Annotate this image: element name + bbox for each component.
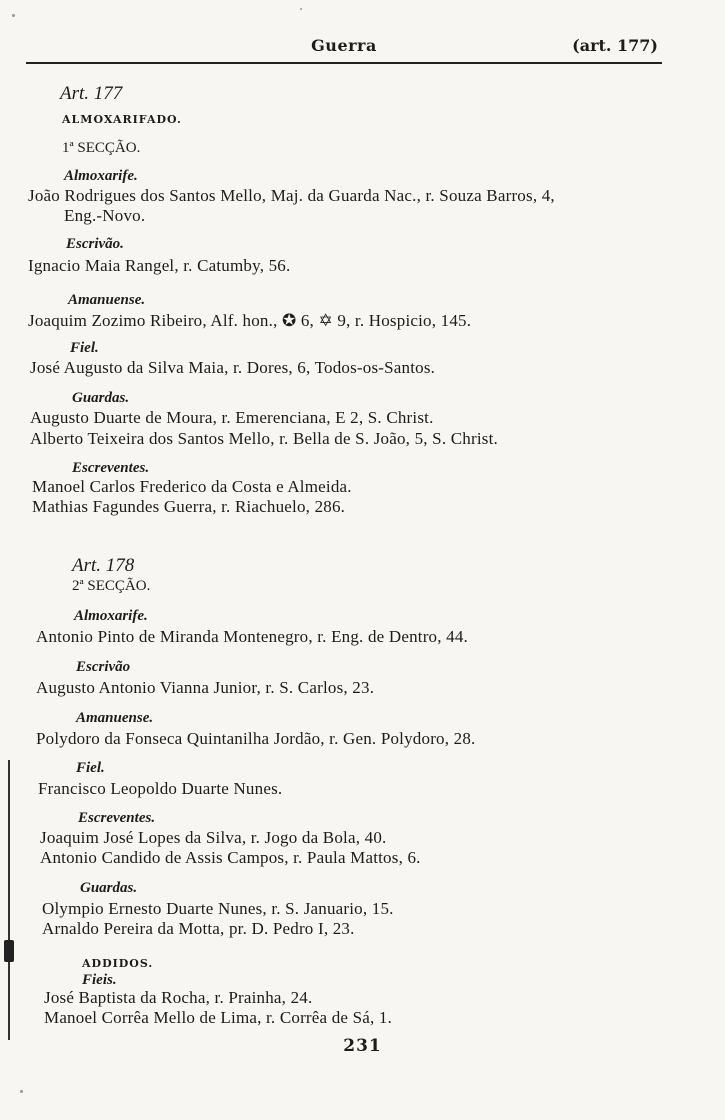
section-heading: Art. 177 [60, 83, 123, 104]
section-heading: ADDIDOS. [82, 957, 154, 970]
directory-entry: Francisco Leopoldo Duarte Nunes. [38, 779, 283, 798]
section-heading: ALMOXARIFADO. [62, 113, 182, 126]
role-heading: Amanuense. [76, 710, 154, 726]
directory-entry: João Rodrigues dos Santos Mello, Maj. da Guarda Nac., r. Souza Barros, 4, [28, 186, 555, 205]
page-number: 231 [343, 1036, 382, 1056]
directory-entry: Olympio Ernesto Duarte Nunes, r. S. Januario, 15. [42, 899, 394, 918]
directory-entry: Antonio Pinto de Miranda Montenegro, r. Eng. de Dentro, 44. [36, 627, 469, 646]
running-head-article: (art. 177) [572, 36, 658, 55]
directory-entry: Manoel Carlos Frederico da Costa e Almeida. [32, 477, 352, 496]
directory-entry: Mathias Fagundes Guerra, r. Riachuelo, 286. [32, 497, 346, 516]
directory-entry: Eng.-Novo. [64, 206, 146, 225]
running-head-title: Guerra [311, 36, 377, 55]
paper-speckle [12, 14, 15, 17]
section-heading: 2ª SECÇÃO. [72, 578, 151, 594]
binding-edge-mark [4, 940, 14, 962]
directory-entry: Augusto Antonio Vianna Junior, r. S. Carlos, 23. [36, 678, 375, 697]
directory-entry: Ignacio Maia Rangel, r. Catumby, 56. [28, 256, 291, 275]
paper-speckle [300, 8, 302, 10]
role-heading: Fieis. [82, 972, 117, 988]
directory-entry: Polydoro da Fonseca Quintanilha Jordão, r. Gen. Polydoro, 28. [36, 729, 476, 748]
directory-entry: Alberto Teixeira dos Santos Mello, r. Bella de S. João, 5, S. Christ. [30, 429, 498, 448]
role-heading: Escrivão [76, 659, 131, 675]
role-heading: Almoxarife. [64, 168, 138, 184]
role-heading: Guardas. [72, 390, 130, 406]
directory-entry: José Baptista da Rocha, r. Prainha, 24. [44, 988, 313, 1007]
role-heading: Almoxarife. [74, 608, 148, 624]
section-heading: 1ª SECÇÃO. [62, 140, 141, 156]
role-heading: Fiel. [76, 760, 105, 776]
directory-entry: Arnaldo Pereira da Motta, pr. D. Pedro I, 23. [42, 919, 355, 938]
role-heading: Amanuense. [68, 292, 146, 308]
binding-edge-rule [8, 760, 10, 1040]
directory-entry: Manoel Corrêa Mello de Lima, r. Corrêa de Sá, 1. [44, 1008, 393, 1027]
role-heading: Guardas. [80, 880, 138, 896]
role-heading: Escreventes. [72, 460, 150, 476]
directory-entry: Augusto Duarte de Moura, r. Emerenciana, E 2, S. Christ. [30, 408, 434, 427]
directory-entry: José Augusto da Silva Maia, r. Dores, 6, Todos-os-Santos. [30, 358, 436, 377]
role-heading: Escreventes. [78, 810, 156, 826]
role-heading: Fiel. [70, 340, 99, 356]
directory-entry: Antonio Candido de Assis Campos, r. Paula Mattos, 6. [40, 848, 421, 867]
role-heading: Escrivão. [66, 236, 124, 252]
directory-entry: Joaquim Zozimo Ribeiro, Alf. hon., ✪ 6, ✡ 9, r. Hospicio, 145. [28, 311, 472, 330]
paper-speckle [20, 1090, 23, 1093]
directory-entry: Joaquim José Lopes da Silva, r. Jogo da Bola, 40. [40, 828, 387, 847]
running-head [26, 36, 662, 64]
section-heading: Art. 178 [72, 555, 135, 576]
